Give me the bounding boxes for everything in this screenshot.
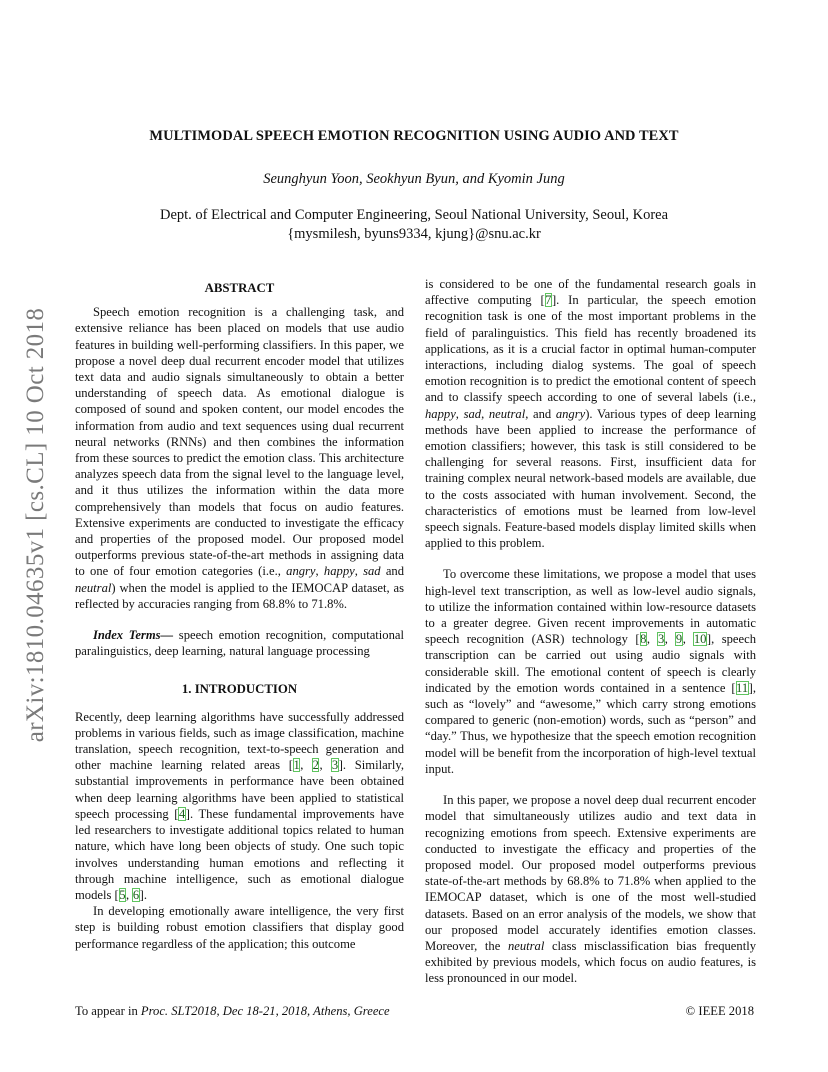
- citation-link[interactable]: 10: [693, 632, 707, 647]
- arxiv-stamp: [18, 290, 54, 760]
- citation-link[interactable]: 9: [675, 632, 683, 647]
- citation-link[interactable]: 4: [178, 806, 186, 821]
- right-paragraph-2: To overcome these limitations, we propose a model that uses high-level text transcription, as well as low-level audio signals, to utilize the information contained within low-resource datasets to a greater degree. Given recent improvements in automatic speech recognition (ASR) technology [8, 3, 9, 10], speech transcription can be carried out using audio signals with considerable skill. The emotional content of speech is clearly indicated by the emotion words contained in a sentence [11], such as “lovely” and “awesome,” which carry strong emotions compared to generic (non-emotion) words, such as “person” and “day.” Thus, we hypothesize that the speech emotion recognition model will be benefit from the incorporation of high-level textual input.: [425, 567, 757, 776]
- citation-link[interactable]: 2: [312, 758, 319, 773]
- index-terms-label: Index Terms—: [93, 628, 174, 643]
- paper-authors: Seunghyun Yoon, Seokhyun Byun, and Kyomin Jung: [263, 171, 565, 187]
- citation-link[interactable]: 3: [657, 632, 665, 647]
- citation-link[interactable]: 11: [736, 680, 749, 695]
- intro-paragraph-2: In developing emotionally aware intelligence, the very first step is building robust emotion classifiers that display good performance regardless of the application; this outcome: [75, 904, 404, 951]
- footer-venue: To appear in Proc. SLT2018, Dec 18-21, 2018, Athens, Greece: [75, 1004, 390, 1018]
- abstract-paragraph: Speech emotion recognition is a challenging task, and extensive reliance has been placed on models that use audio features in building well-performing classifiers. In this paper, we propose a novel deep dual recurrent encoder model that utilizes text data and audio signals simultaneously to obtain a better understanding of speech data. As emotional dialogue is composed of sound and spoken content, our model encodes the information from audio and text sequences using dual recurrent neural networks (RNNs) and then combines the information from these sources to predict the emotion class. This architecture analyzes speech data from the signal level to the language level, and it thus utilizes the information within the data more comprehensively than models that focus on audio features. Extensive experiments are conducted to investigate the efficacy and properties of the proposed model. Our proposed model outperforms previous state-of-the-art methods in assigning data to one of four emotion categories (i.e., angry, happy, sad and neutral) when the model is applied to the IEMOCAP dataset, as reflected by accuracies ranging from 68.8% to 71.8%.: [75, 305, 405, 611]
- affiliation-line: Dept. of Electrical and Computer Engineering, Seoul National University, Seoul, Korea: [159, 207, 669, 223]
- index-terms: Index Terms— speech emotion recognition, computational paralinguistics, deep learning, natural language processing: [75, 628, 404, 659]
- affiliation-emails: {mysmilesh, byuns9334, kjung}@snu.ac.kr: [287, 226, 541, 242]
- paper-title: MULTIMODAL SPEECH EMOTION RECOGNITION USING AUDIO AND TEXT: [149, 128, 679, 144]
- intro-paragraph-1: Recently, deep learning algorithms have successfully addressed problems in various fields, such as image classification, machine translation, speech recognition, text-to-speech generation and other machine learning related areas [1, 2, 3]. Similarly, substantial improvements in performance have been obtained when deep learning algorithms have been applied to statistical speech processing [4]. These fundamental improvements have led researchers to investigate additional topics related to human nature, which have long been objects of study. One such topic involves understanding human emotions and reflecting it through machine intelligence, such as emotional dialogue models [5, 6].: [75, 709, 405, 902]
- arxiv-stamp-text: arXiv:1810.04635v1 [cs.CL] 10 Oct 2018: [22, 307, 49, 743]
- abstract-heading: ABSTRACT: [204, 281, 275, 295]
- footer-copyright: © IEEE 2018: [685, 1004, 754, 1018]
- affiliation: [60, 206, 768, 244]
- citation-link[interactable]: 3: [331, 758, 339, 773]
- citation-link[interactable]: 7: [545, 293, 552, 308]
- right-paragraph-1: is considered to be one of the fundamental research goals in affective computing [7]. In particular, the speech emotion recognition task is one of the most important problems in the field of paralinguistics. This field has recently broadened its applications, as it is a crucial factor in optimal human-computer interactions, including dialog systems. The goal of speech emotion recognition is to predict the emotional content of speech and to classify speech according to one of several labels (i.e., happy, sad, neutral, and angry). Various types of deep learning methods have been applied to increase the performance of emotion classifiers; however, this task is still considered to be challenging for several reasons. First, insufficient data for training complex neural network-based models are available, due to the costs associated with human involvement. Second, the characteristics of emotions must be learned from low-level speech signals. Feature-based models display limited skills when applied to this problem.: [425, 277, 757, 551]
- citation-link[interactable]: 5: [119, 887, 126, 902]
- citation-link[interactable]: 6: [132, 887, 140, 902]
- right-column: [425, 276, 756, 987]
- citation-link[interactable]: 1: [293, 758, 300, 773]
- left-column: [75, 280, 404, 952]
- right-paragraph-3: In this paper, we propose a novel deep dual recurrent encoder model that simultaneously utilizes audio and text data in recognizing emotions from speech. Extensive experiments are conducted to investigate the efficacy and properties of the proposed model. Our proposed model outperforms previous state-of-the-art methods by 68.8% to 71.8% when applied to the IEMOCAP dataset, which is one of the most well-studied datasets. Based on an error analysis of the models, we show that our proposed model accurately identifies emotion classes. Moreover, the neutral class misclassification bias frequently exhibited by previous models, which focus on audio features, is less pronounced in our model.: [425, 793, 756, 986]
- introduction-heading: 1. INTRODUCTION: [181, 682, 298, 697]
- citation-link[interactable]: 8: [640, 632, 647, 647]
